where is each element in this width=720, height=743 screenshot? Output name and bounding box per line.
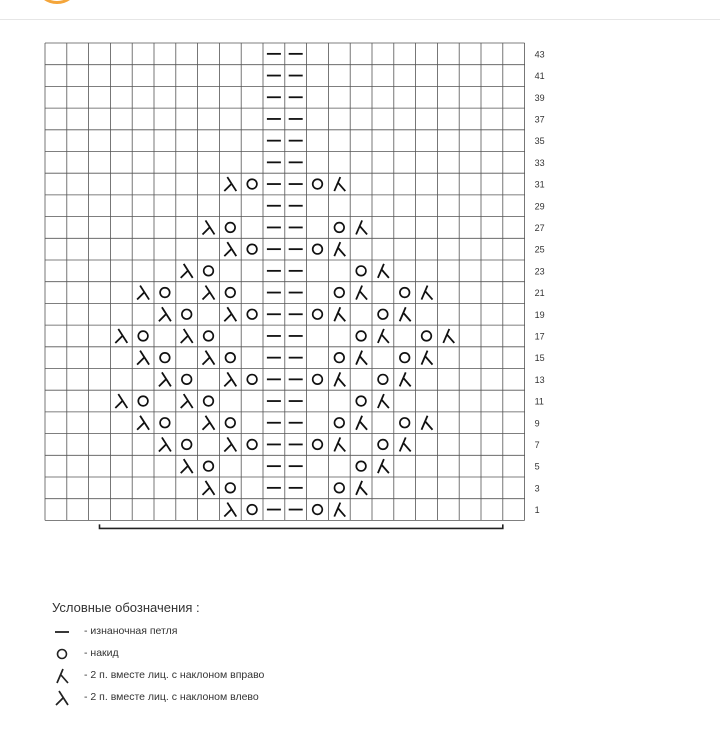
right-decrease-stitch	[334, 177, 345, 191]
chart-grid	[45, 43, 525, 520]
row-number-label: 23	[534, 266, 545, 277]
yarn-over-stitch	[378, 440, 388, 450]
yarn-over-stitch	[335, 288, 345, 298]
legend-item-text: - изнаночная петля	[84, 625, 178, 637]
row-number-label: 3	[534, 483, 540, 494]
left-decrease-stitch	[203, 351, 215, 365]
left-decrease-stitch	[115, 394, 127, 408]
yarn-over-stitch	[182, 309, 192, 319]
right-decrease-stitch	[356, 416, 367, 430]
yarn-over-stitch	[160, 418, 170, 428]
row-number-label: 39	[534, 92, 545, 103]
yarn-over-stitch	[335, 483, 345, 493]
yarn-over-stitch	[378, 309, 388, 319]
yarn-over-stitch	[400, 418, 410, 428]
right-decrease-stitch	[378, 329, 389, 343]
left-decrease-stitch	[224, 372, 236, 386]
left-decrease-stitch	[224, 437, 236, 451]
right-decrease-stitch	[378, 459, 389, 473]
yarn-over-stitch	[247, 440, 257, 450]
yarn-over-stitch	[138, 331, 148, 341]
legend-title: Условные обозначения :	[52, 600, 200, 615]
yarn-over-stitch	[138, 396, 148, 406]
right-decrease-stitch	[400, 372, 411, 386]
right-decrease-stitch	[422, 286, 433, 300]
yarn-over-stitch	[356, 461, 366, 471]
left-decrease-stitch	[181, 459, 193, 473]
row-number-label: 33	[534, 157, 545, 168]
yarn-over-stitch	[313, 179, 323, 189]
right-decrease-stitch	[378, 394, 389, 408]
yarn-over-stitch	[247, 309, 257, 319]
left-decrease-stitch	[203, 481, 215, 495]
left-decrease-stitch	[224, 307, 236, 321]
yarn-over-stitch	[313, 505, 323, 515]
left-decrease-stitch	[137, 286, 149, 300]
legend-item-yarn-over	[52, 645, 372, 667]
row-number-label: 1	[534, 505, 540, 516]
yarn-over-stitch	[226, 223, 236, 233]
right-decrease-stitch	[400, 307, 411, 321]
yarn-over-stitch	[204, 266, 214, 276]
yarn-over-stitch	[160, 288, 170, 298]
yarn-over-stitch	[247, 375, 257, 385]
yarn-over-stitch	[313, 244, 323, 254]
yarn-over-stitch	[422, 331, 432, 341]
left-decrease-stitch	[159, 372, 171, 386]
right-decrease-stitch	[334, 437, 345, 451]
yarn-over-stitch	[313, 440, 323, 450]
right-decrease-stitch	[356, 351, 367, 365]
right-slant-decrease-icon	[52, 667, 76, 685]
yarn-over-stitch	[182, 440, 192, 450]
legend-item-text: - 2 п. вместе лиц. с наклоном влево	[84, 691, 259, 703]
legend	[52, 600, 372, 711]
row-number-label: 29	[534, 201, 545, 212]
yarn-over-stitch	[160, 353, 170, 363]
right-decrease-stitch	[378, 264, 389, 278]
row-number-label: 41	[534, 71, 545, 82]
right-decrease-stitch	[356, 220, 367, 234]
row-number-label: 7	[534, 439, 540, 450]
row-number-label: 13	[534, 374, 545, 385]
row-number-label: 35	[534, 136, 545, 147]
yarn-over-circle-icon	[52, 645, 76, 663]
left-decrease-stitch	[181, 394, 193, 408]
left-decrease-stitch	[137, 416, 149, 430]
right-decrease-stitch	[422, 416, 433, 430]
yarn-over-stitch	[335, 418, 345, 428]
row-number-label: 5	[534, 461, 540, 472]
row-number-label: 31	[534, 179, 545, 190]
yarn-over-stitch	[335, 353, 345, 363]
row-number-label: 21	[534, 288, 545, 299]
legend-item-purl	[52, 623, 372, 645]
right-decrease-stitch	[443, 329, 454, 343]
pattern-repeat-bracket	[100, 524, 503, 528]
row-number-label: 9	[534, 418, 540, 429]
yarn-over-stitch	[356, 396, 366, 406]
left-decrease-stitch	[203, 220, 215, 234]
left-decrease-stitch	[203, 286, 215, 300]
left-decrease-stitch	[159, 437, 171, 451]
row-number-label: 15	[534, 353, 545, 364]
left-decrease-stitch	[224, 503, 236, 517]
row-number-label: 25	[534, 244, 545, 255]
left-decrease-stitch	[181, 264, 193, 278]
right-decrease-stitch	[356, 481, 367, 495]
right-decrease-stitch	[400, 437, 411, 451]
yarn-over-stitch	[226, 418, 236, 428]
yarn-over-stitch	[400, 353, 410, 363]
right-decrease-stitch	[334, 503, 345, 517]
yarn-over-stitch	[247, 244, 257, 254]
right-decrease-stitch	[334, 372, 345, 386]
yarn-over-stitch	[182, 375, 192, 385]
right-decrease-stitch	[422, 351, 433, 365]
row-number-label: 43	[534, 49, 545, 60]
legend-item-text: - 2 п. вместе лиц. с наклоном вправо	[84, 669, 265, 681]
legend-item-right-decrease	[52, 667, 372, 689]
yarn-over-stitch	[313, 375, 323, 385]
row-number-label: 17	[534, 331, 545, 342]
left-slant-decrease-icon	[52, 689, 76, 707]
row-number-label: 19	[534, 309, 545, 320]
left-decrease-stitch	[137, 351, 149, 365]
left-decrease-stitch	[159, 307, 171, 321]
yarn-over-stitch	[226, 353, 236, 363]
yarn-over-stitch	[335, 223, 345, 233]
left-decrease-stitch	[181, 329, 193, 343]
left-decrease-stitch	[203, 416, 215, 430]
row-number-label: 11	[534, 396, 544, 407]
legend-item-text: - накид	[84, 647, 119, 659]
yarn-over-stitch	[204, 396, 214, 406]
yarn-over-stitch	[247, 505, 257, 515]
left-decrease-stitch	[115, 329, 127, 343]
yarn-over-stitch	[313, 309, 323, 319]
yarn-over-stitch	[247, 179, 257, 189]
left-decrease-stitch	[224, 177, 236, 191]
yarn-over-stitch	[204, 331, 214, 341]
right-decrease-stitch	[356, 286, 367, 300]
yarn-over-stitch	[226, 483, 236, 493]
yarn-over-stitch	[204, 461, 214, 471]
legend-item-left-decrease	[52, 689, 372, 711]
yarn-over-stitch	[356, 266, 366, 276]
row-number-label: 37	[534, 114, 545, 125]
right-decrease-stitch	[334, 242, 345, 256]
row-number-label: 27	[534, 222, 545, 233]
yarn-over-stitch	[400, 288, 410, 298]
yarn-over-stitch	[378, 375, 388, 385]
yarn-over-stitch	[226, 288, 236, 298]
left-decrease-stitch	[224, 242, 236, 256]
purl-dash-icon	[52, 623, 76, 641]
right-decrease-stitch	[334, 307, 345, 321]
yarn-over-stitch	[356, 331, 366, 341]
